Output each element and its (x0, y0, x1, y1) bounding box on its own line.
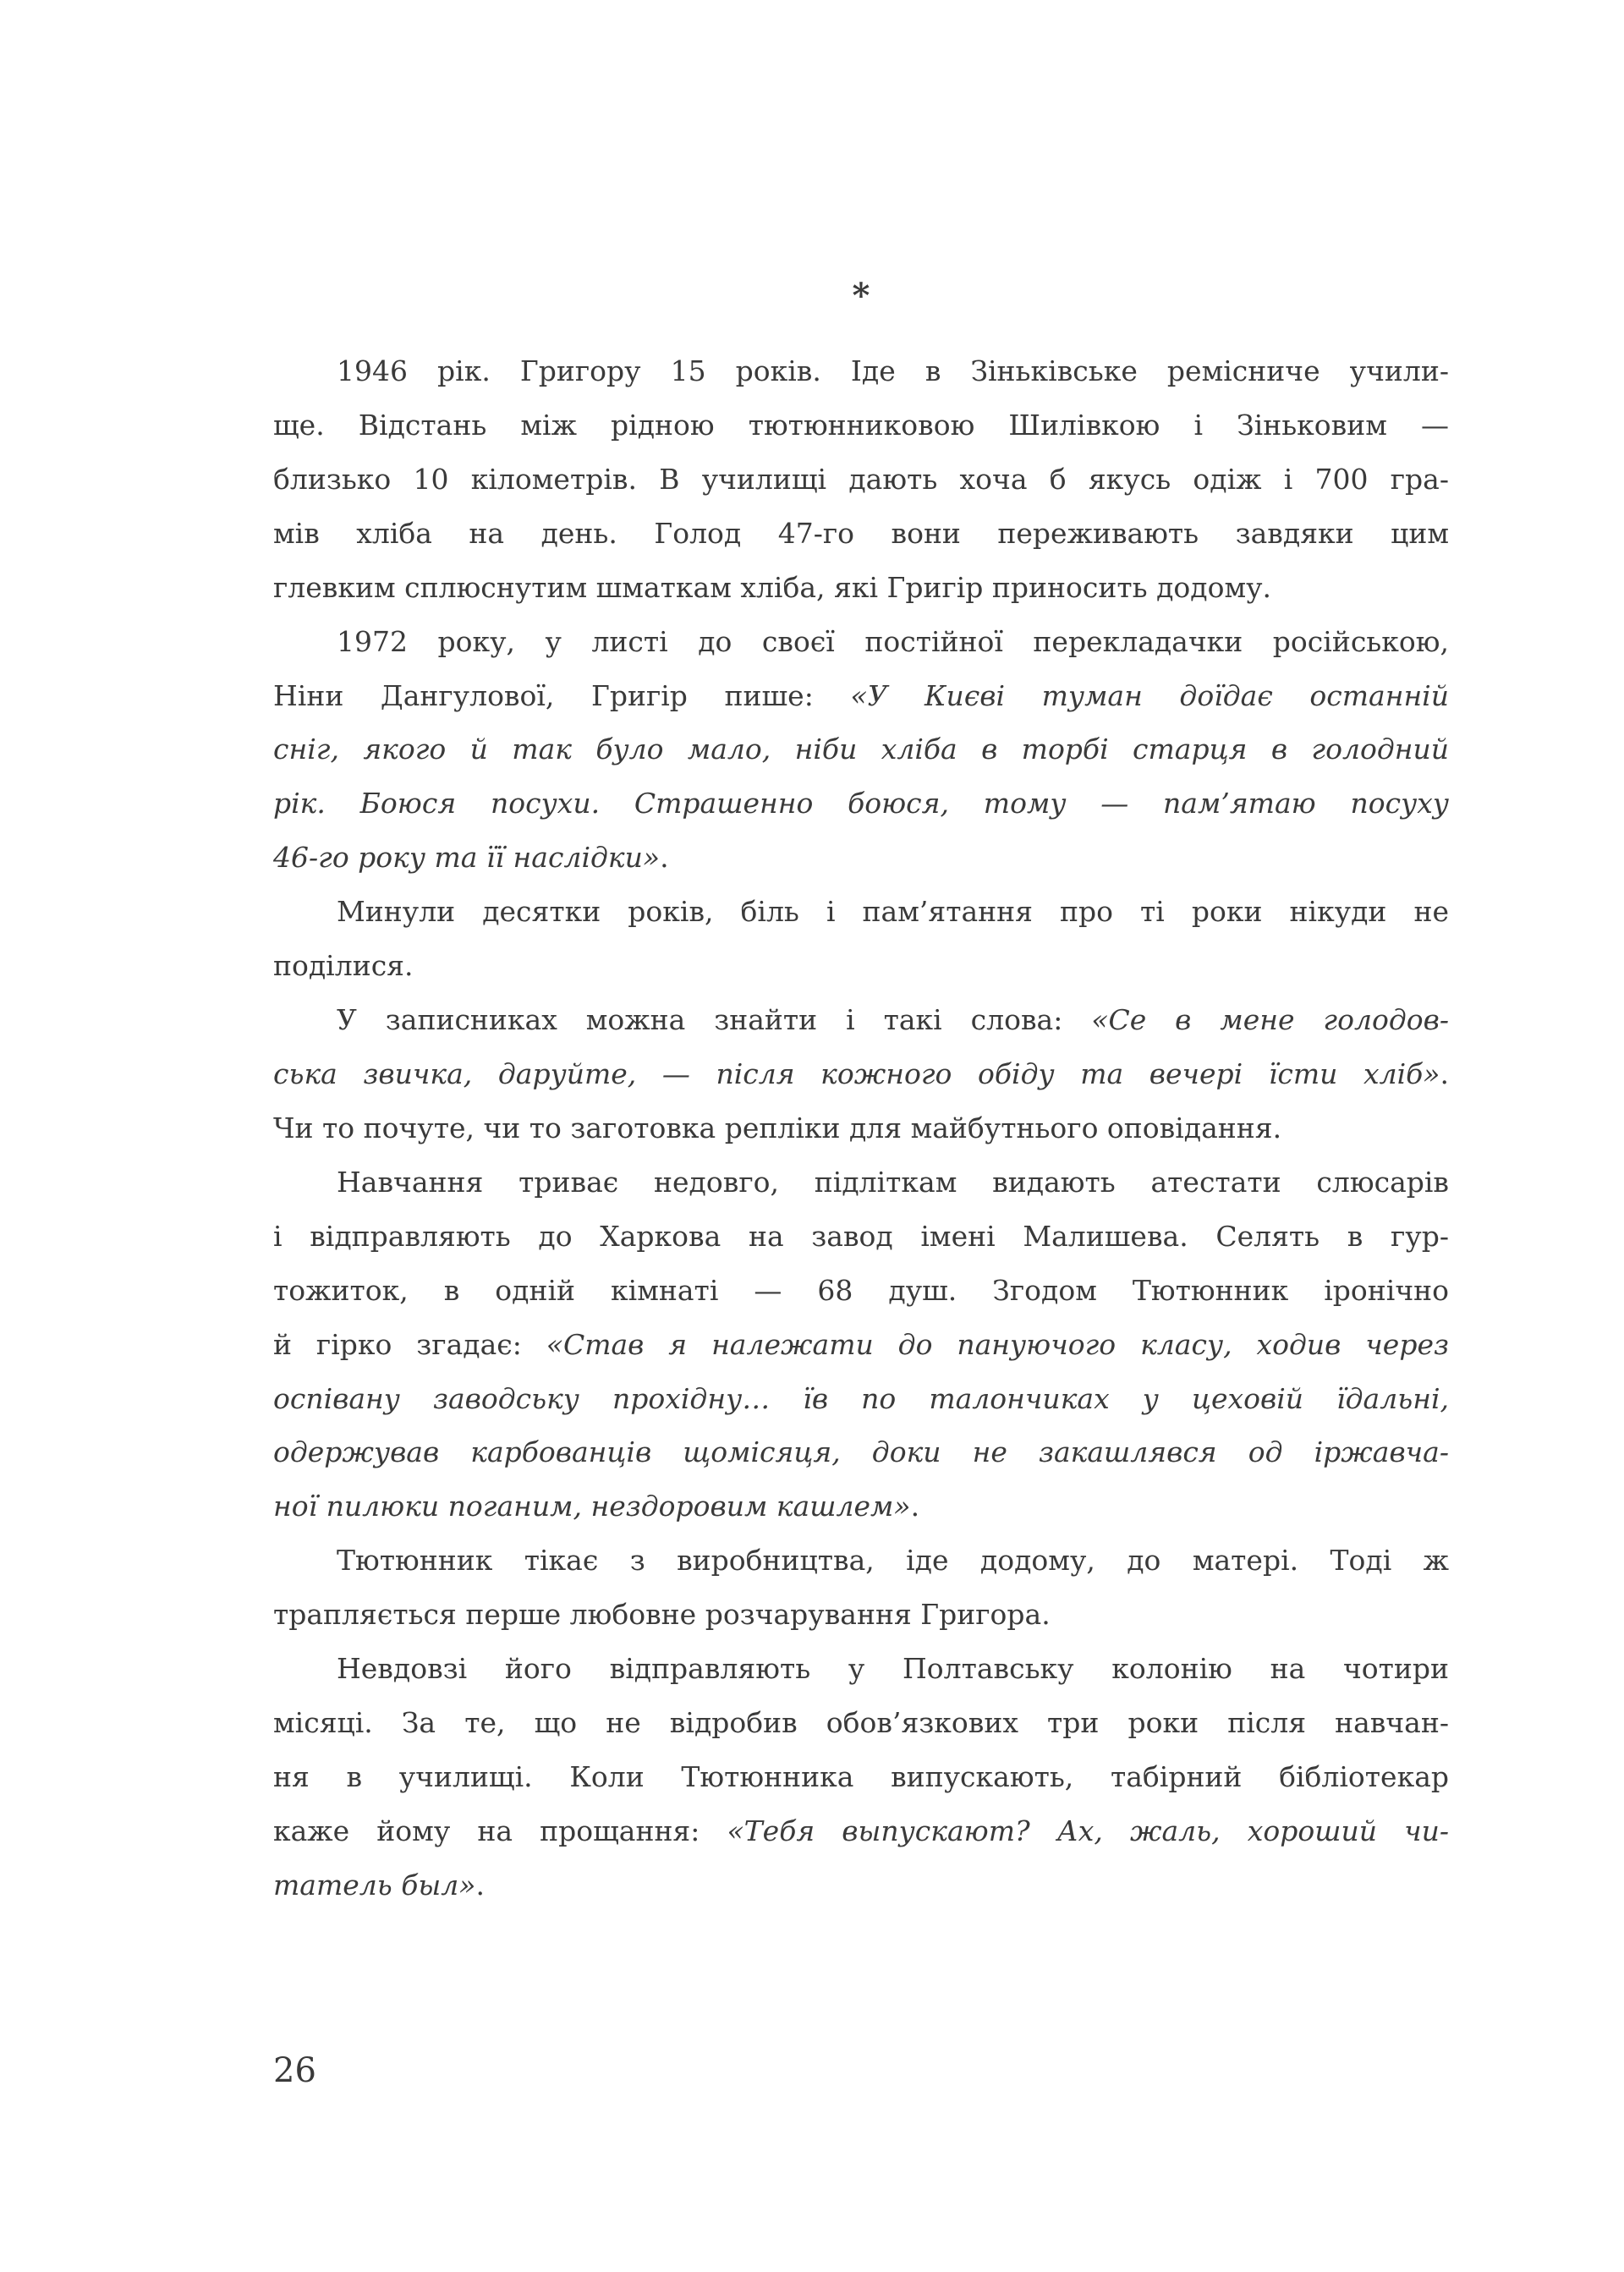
text-segment: Чи то почуте, чи то заготовка репліки для майбутнього оповідання. (273, 1111, 1282, 1144)
text-segment: . (475, 1868, 485, 1902)
quote-segment: оспівану заводську прохідну… їв по талончиках у цеховій їдальні, (273, 1381, 1449, 1415)
text-line (273, 993, 1449, 1047)
paragraph (273, 615, 1449, 886)
text-segment: й гірко згадає: (273, 1327, 546, 1361)
quote-segment: татель был» (273, 1868, 476, 1902)
text-segment: поділися. (273, 949, 414, 983)
text-segment: каже йому на прощання: (273, 1814, 727, 1847)
text-line (273, 1047, 1449, 1101)
text-line (273, 1642, 1449, 1696)
text-line (273, 1588, 1449, 1642)
text-segment: тожиток, в одній кімнаті — 68 душ. Згодом Тютюнник іронічно (273, 1273, 1449, 1307)
body-text (273, 344, 1449, 1913)
quote-segment: «Се в мене голодов- (1091, 1003, 1449, 1037)
text-segment: Минули десятки років, біль і пам’ятання про ті роки нікуди не (337, 895, 1449, 929)
paragraph (273, 885, 1449, 993)
text-segment: глевким сплюснутим шматкам хліба, які Григір приносить додому. (273, 570, 1272, 604)
text-segment: Ніни Дангулової, Григір пише: (273, 678, 851, 712)
text-segment: 1946 рік. Григору 15 років. Іде в Зіньківське ремісниче учили- (337, 354, 1449, 387)
quote-segment: одержував карбованців щомісяця, доки не закашлявся од іржавча- (273, 1435, 1449, 1469)
quote-segment: «Став я належати до пануючого класу, ходив через (546, 1327, 1449, 1361)
text-segment: Тютюнник тікає з виробництва, іде додому, до матері. Тоді ж (337, 1544, 1449, 1578)
text-line (273, 561, 1449, 615)
paragraph (273, 1642, 1449, 1913)
paragraph (273, 993, 1449, 1155)
text-line (273, 1318, 1449, 1372)
text-line (273, 398, 1449, 453)
section-separator-asterisk: * (852, 276, 870, 316)
text-segment: місяці. За те, що не відробив обов’язкових три роки після навчан- (273, 1706, 1449, 1740)
text-line (273, 1155, 1449, 1210)
quote-segment: ної пилюки поганим, нездоровим кашлем» (273, 1490, 911, 1523)
text-segment: близько 10 кілометрів. В училищі дають хоча б якусь одіж і 700 гра- (273, 462, 1449, 496)
text-line (273, 453, 1449, 507)
text-line (273, 1858, 1449, 1913)
text-segment: У записниках можна знайти і такі слова: (337, 1003, 1092, 1037)
text-line (273, 1264, 1449, 1318)
text-segment: Навчання триває недовго, підліткам видають атестати слюсарів (337, 1165, 1449, 1199)
text-segment: мів хліба на день. Голод 47-го вони переживають завдяки цим (273, 516, 1449, 550)
text-segment: 1972 року, у листі до своєї постійної перекладачки російською, (337, 624, 1449, 658)
quote-segment: «У Києві туман доїдає останній (850, 678, 1449, 712)
text-segment: . (910, 1490, 920, 1523)
text-segment: Невдовзі його відправляють у Полтавську колонію на чотири (337, 1652, 1449, 1686)
text-line (273, 669, 1449, 723)
text-segment: . (1440, 1056, 1449, 1090)
text-line (273, 1804, 1449, 1858)
quote-segment: «Тебя выпускают? Ах, жаль, хороший чи- (727, 1814, 1450, 1847)
quote-segment: 46-го року та її наслідки» (273, 841, 661, 875)
text-segment: . (660, 841, 669, 875)
text-line (273, 1210, 1449, 1264)
page-number: 26 (273, 2051, 316, 2090)
text-line (273, 1750, 1449, 1804)
text-line (273, 615, 1449, 669)
text-segment: і відправляють до Харкова на завод імені Малишева. Селять в гур- (273, 1219, 1449, 1253)
paragraph (273, 1155, 1449, 1534)
quote-segment: рік. Боюся посухи. Страшенно боюся, тому — пам’ятаю посуху (273, 787, 1449, 820)
text-line (273, 1479, 1449, 1534)
text-line (273, 1425, 1449, 1479)
paragraph (273, 1534, 1449, 1642)
text-line (273, 831, 1449, 885)
text-segment: ня в училищі. Коли Тютюнника випускають, табірний бібліотекар (273, 1759, 1449, 1793)
text-segment: ще. Відстань між рідною тютюнниковою Шилівкою і Зіньковим — (273, 408, 1449, 442)
quote-segment: сніг, якого й так було мало, ніби хліба в торбі старця в голодний (273, 733, 1449, 766)
text-line (273, 777, 1449, 831)
text-line (273, 1101, 1449, 1155)
text-line (273, 1372, 1449, 1426)
paragraph (273, 344, 1449, 615)
text-line (273, 1534, 1449, 1588)
text-line (273, 722, 1449, 777)
text-line (273, 507, 1449, 561)
quote-segment: ська звичка, даруйте, — після кожного обіду та вечері їсти хліб» (273, 1056, 1440, 1090)
text-line (273, 1696, 1449, 1750)
text-line (273, 344, 1449, 398)
text-line (273, 939, 1449, 993)
text-line (273, 885, 1449, 939)
text-segment: трапляється перше любовне розчарування Григора. (273, 1598, 1051, 1632)
